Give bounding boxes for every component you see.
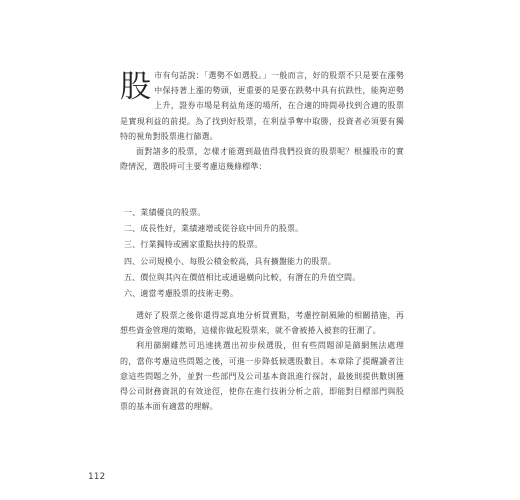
drop-cap: 股 bbox=[120, 69, 152, 105]
criteria-intro-paragraph: 面對諸多的股票，怎樣才能選到最值得我們投資的股票呢？根據股市的實際情況，選股時可主要考慮這幾條標準： bbox=[120, 147, 404, 172]
opening-paragraph-text: 市有句話說：「選勢不如選股。」一般而言，好的股票不只是要在漲勢中保持著上漲的勢頭，更重要的是要在跌勢中具有抗跌性，能夠逆勢上升，證券市場是利益角逐的場所，在合適的時間尋找到合適的股票是實現利益的前提。為了找到好股票，在利益爭奪中取勝，投資者必須要有獨特的視角對股票進行篩選。 bbox=[120, 71, 404, 141]
criteria-item: 六、適當考慮股票的技術走勢。 bbox=[124, 289, 239, 299]
screening-paragraph: 利用篩網雖然可迅速挑選出初步候選股，但有些問題卻是篩網無法處理的，當你考慮這些問題之後，可進一步降低候選股數目。本章除了提醒讀者注意這些問題之外，並對一些部門及公司基本資訊進行探討，最後則提供數則獲得公司財務資訊的有效途徑，使你在進行技術分析之前，即能對目標部門與股票的基本面有適當的理解。 bbox=[120, 341, 404, 412]
page-number: 112 bbox=[88, 472, 106, 482]
criteria-item: 三、行業獨特或國家重點扶持的股票。 bbox=[124, 240, 263, 250]
criteria-item: 一、業績優良的股票。 bbox=[124, 208, 206, 217]
criteria-item: 五、價位與其內在價值相比或通過橫向比較，有潛在的升值空間。 bbox=[124, 272, 361, 282]
opening-paragraph bbox=[120, 68, 404, 144]
trading-points-paragraph: 選好了股票之後你還得認真地分析買賣點，考慮控制風險的相關措施，再想些資金管理的策略，這樣你做起股票來，就不會被捲入被套的狂潮了。 bbox=[120, 311, 404, 336]
closing-section bbox=[120, 308, 404, 414]
criteria-item: 四、公司規模小、每股公積金較高，具有擴盤能力的股票。 bbox=[124, 256, 336, 266]
intro-section bbox=[120, 68, 404, 174]
criteria-list bbox=[120, 205, 404, 302]
criteria-item: 二、成長性好，業績連增或從谷底中回升的股票。 bbox=[124, 224, 304, 234]
